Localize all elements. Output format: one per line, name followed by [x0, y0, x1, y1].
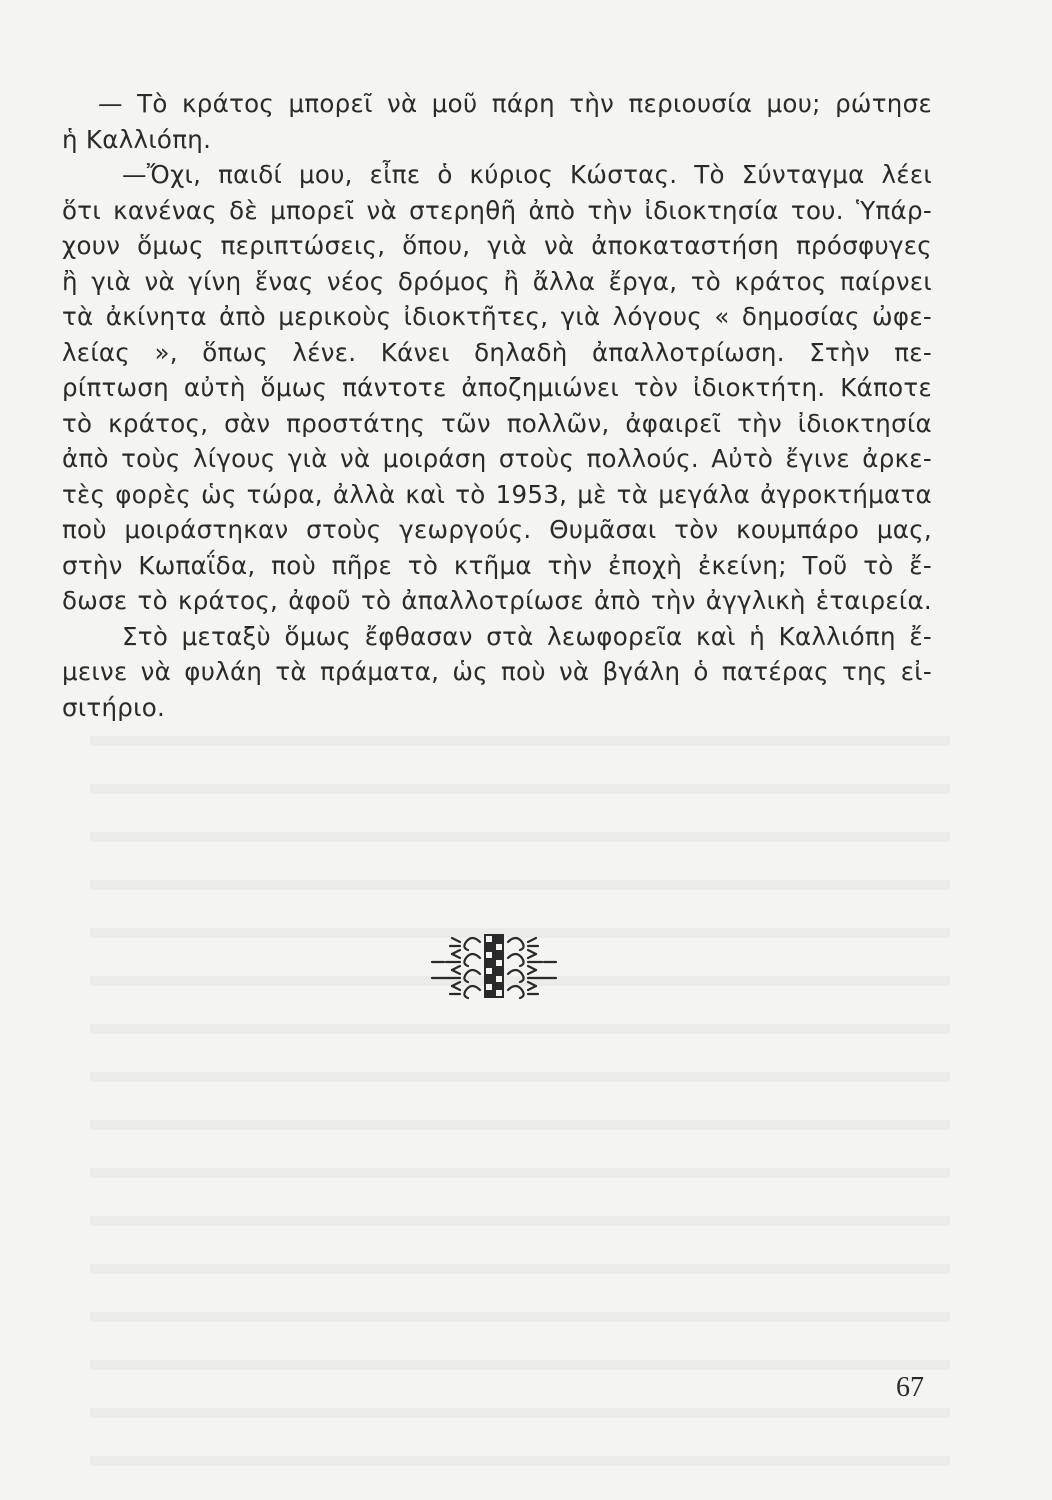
text-line: ποὺ μοιράστηκαν στοὺς γεωργούς. Θυμᾶσαι τὸν κουμπάρο μας, [62, 515, 932, 544]
text-line: τὸ κράτος, σὰν προστάτης τῶν πολλῶν, ἀφαιρεῖ τὴν ἰδιοκτησία [62, 408, 932, 438]
text-line: —Ὄχι, παιδί μου, εἶπε ὁ κύριος Κώστας. Τὸ Σύνταγμα λέει [122, 160, 932, 189]
text-line: τὲς φορὲς ὡς τώρα, ἀλλὰ καὶ τὸ 1953, μὲ τὰ μεγάλα ἀγροκτήματα [62, 479, 932, 509]
text-line: ὅτι κανένας δὲ μπορεῖ νὰ στερηθῆ ἀπὸ τὴν ἰδιοκτησία του. Ὑπάρ- [62, 195, 932, 225]
text-line: Στὸ μεταξὺ ὅμως ἔφθασαν στὰ λεωφορεῖα καὶ ἡ Καλλιόπη ἔ- [122, 621, 932, 651]
text-line: δωσε τὸ κράτος, ἀφοῦ τὸ ἀπαλλοτρίωσε ἀπὸ τὴν ἀγγλικὴ ἑταιρεία. [62, 586, 932, 615]
text-line: στὴν Κωπαΐδα, ποὺ πῆρε τὸ κτῆμα τὴν ἐποχὴ ἐκείνη; Τοῦ τὸ ἔ- [62, 550, 932, 580]
decorative-ornament-icon [424, 928, 564, 1004]
text-line: σιτήριο. [62, 692, 166, 722]
text-line: ρίπτωση αὐτὴ ὅμως πάντοτε ἀποζημιώνει τὸν ἰδιοκτήτη. Κάποτε [62, 373, 932, 402]
text-line: ἢ γιὰ νὰ γίνη ἕνας νέος δρόμος ἢ ἄλλα ἔργα, τὸ κράτος παίρνει [62, 266, 932, 296]
text-line: τὰ ἀκίνητα ἀπὸ μερικοὺς ἰδιοκτῆτες, γιὰ λόγους « δημοσίας ὠφε- [62, 302, 932, 331]
text-line: — Τὸ κράτος μπορεῖ νὰ μοῦ πάρη τὴν περιουσία μου; ρώτησε [98, 89, 932, 118]
text-line: λείας », ὅπως λένε. Κάνει δηλαδὴ ἀπαλλοτρίωση. Στὴν πε- [62, 337, 932, 367]
text-line: μεινε νὰ φυλάη τὰ πράματα, ὡς ποὺ νὰ βγάλη ὁ πατέρας της εἰ- [62, 657, 932, 686]
show-through-text [90, 700, 950, 1340]
text-line: ἀπὸ τοὺς λίγους γιὰ νὰ μοιράση στοὺς πολλούς. Αὐτὸ ἔγινε ἀρκε- [62, 444, 932, 473]
page-number: 67 [896, 1372, 924, 1403]
text-line: χουν ὅμως περιπτώσεις, ὅπου, γιὰ νὰ ἀποκαταστήση πρόσφυγες [62, 231, 932, 260]
text-line: ἡ Καλλιόπη. [62, 124, 212, 154]
body-text [62, 86, 932, 725]
